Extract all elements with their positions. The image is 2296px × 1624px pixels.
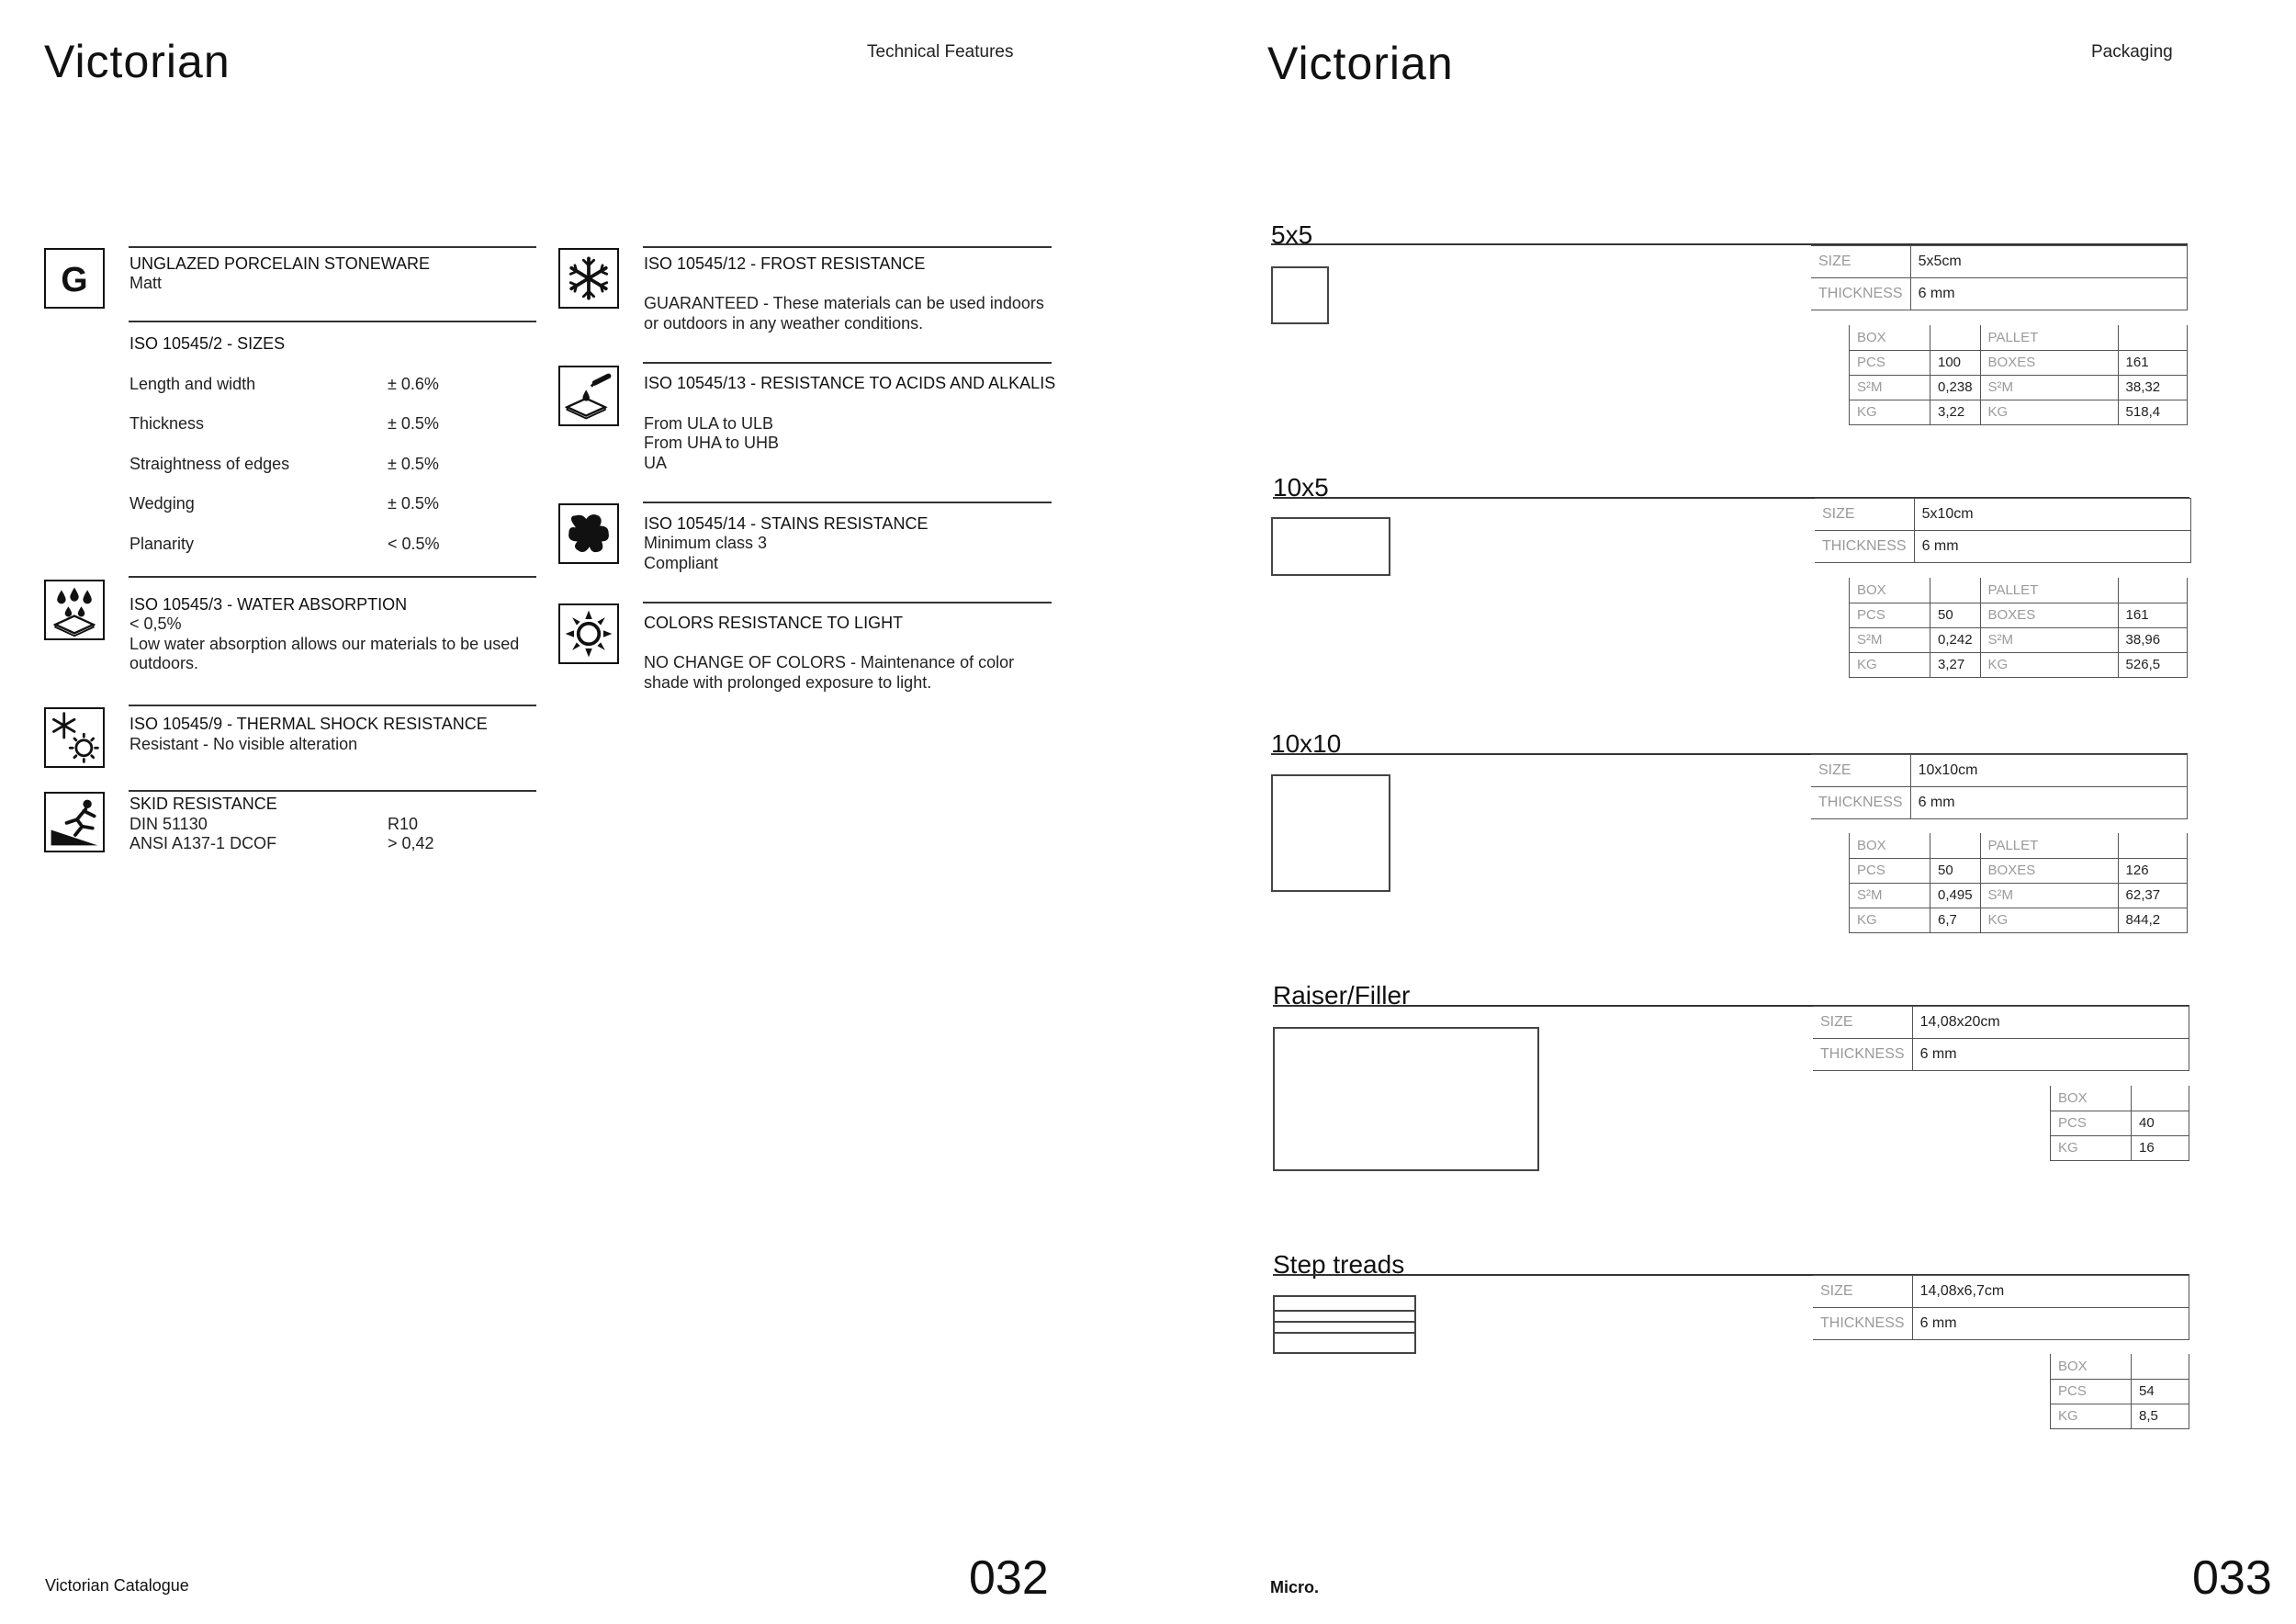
sqm-label: S²M xyxy=(1980,627,2118,652)
pallet-kg: 526,5 xyxy=(2118,652,2187,677)
thickness-value: 6 mm xyxy=(1910,278,2187,310)
size-row-value: ± 0.5% xyxy=(388,455,439,473)
pallet-kg: 844,2 xyxy=(2118,908,2187,932)
tile-swatch xyxy=(1271,266,1329,324)
format-title: 10x5 xyxy=(1273,473,1329,502)
size-row-value: ± 0.5% xyxy=(388,414,439,433)
box-pcs: 54 xyxy=(2132,1379,2189,1404)
skid-row-label: DIN 51130 xyxy=(129,815,208,833)
size-label: SIZE xyxy=(1811,246,1910,278)
feature-title-stains: ISO 10545/14 - STAINS RESISTANCE xyxy=(644,514,929,533)
size-table xyxy=(1813,1275,2189,1340)
format-title: 5x5 xyxy=(1271,220,1313,249)
letter-g-icon xyxy=(44,248,105,309)
box-header: BOX xyxy=(2051,1354,2132,1379)
feature-title-light: COLORS RESISTANCE TO LIGHT xyxy=(644,614,904,632)
footer-catalogue xyxy=(45,1576,189,1596)
tile-swatch xyxy=(1273,1027,1539,1171)
sun-icon xyxy=(558,603,619,664)
feature-text-light: shade with prolonged exposure to light. xyxy=(644,673,932,692)
divider xyxy=(129,576,536,578)
thickness-label: THICKNESS xyxy=(1813,1039,1912,1071)
thickness-value: 6 mm xyxy=(1912,1308,2189,1340)
acid-drop-icon xyxy=(558,366,619,426)
feature-title-water: ISO 10545/3 - WATER ABSORPTION xyxy=(129,595,408,614)
sqm-label: S²M xyxy=(1980,375,2118,400)
pallet-boxes: 161 xyxy=(2118,350,2187,375)
pallet-sqm: 38,96 xyxy=(2118,627,2187,652)
divider xyxy=(129,246,536,248)
feature-title-sizes: ISO 10545/2 - SIZES xyxy=(129,334,286,353)
section-title-technical: Technical Features xyxy=(867,42,1014,62)
size-label: SIZE xyxy=(1813,1276,1912,1308)
footer-micro: Micro. xyxy=(1270,1578,1320,1596)
format-title: Step treads xyxy=(1273,1250,1405,1279)
pallet-sqm: 62,37 xyxy=(2118,883,2187,908)
size-label: SIZE xyxy=(1811,755,1910,787)
thickness-value: 6 mm xyxy=(1910,787,2187,819)
size-table xyxy=(1815,498,2191,563)
size-row-label: Planarity xyxy=(129,535,195,553)
slip-person-icon xyxy=(44,792,105,852)
box-header: BOX xyxy=(2051,1086,2132,1111)
feature-text-light: NO CHANGE OF COLORS - Maintenance of color xyxy=(644,653,1015,671)
kg-label: KG xyxy=(1850,652,1930,677)
box-sqm: 0,238 xyxy=(1930,375,1981,400)
size-value: 5x10cm xyxy=(1914,499,2190,531)
tile-swatch xyxy=(1273,1295,1416,1354)
pcs-label: PCS xyxy=(2051,1379,2132,1404)
thickness-value: 6 mm xyxy=(1912,1039,2189,1071)
feature-text-frost: or outdoors in any weather conditions. xyxy=(644,314,924,333)
packaging-table xyxy=(1849,833,2188,933)
kg-label: KG xyxy=(1980,652,2118,677)
size-row-label: Length and width xyxy=(129,375,256,393)
pcs-label: PCS xyxy=(1850,858,1930,883)
box-header: BOX xyxy=(1850,578,1930,603)
divider xyxy=(643,246,1052,248)
thickness-label: THICKNESS xyxy=(1811,787,1910,819)
size-table xyxy=(1813,1006,2189,1071)
size-value: 5x5cm xyxy=(1910,246,2187,278)
box-pcs: 100 xyxy=(1930,350,1981,375)
boxes-label: BOXES xyxy=(1980,603,2118,627)
divider xyxy=(129,705,536,706)
pallet-boxes: 126 xyxy=(2118,858,2187,883)
box-kg: 16 xyxy=(2132,1135,2189,1160)
packaging-table xyxy=(2050,1086,2189,1161)
sqm-label: S²M xyxy=(1850,627,1930,652)
kg-label: KG xyxy=(1980,400,2118,424)
divider xyxy=(643,362,1052,364)
size-row-value: ± 0.6% xyxy=(388,375,439,393)
kg-label: KG xyxy=(1850,400,1930,424)
pallet-header: PALLET xyxy=(1980,325,2118,350)
box-pcs: 50 xyxy=(1930,603,1981,627)
snowflake-icon xyxy=(558,248,619,309)
pcs-label: PCS xyxy=(1850,350,1930,375)
tread-line xyxy=(1275,1321,1414,1323)
svg-text:G: G xyxy=(61,260,88,299)
box-kg: 8,5 xyxy=(2132,1404,2189,1428)
kg-label: KG xyxy=(1850,908,1930,932)
box-pcs: 40 xyxy=(2132,1111,2189,1135)
brand-title-right: Victorian xyxy=(1267,38,1454,89)
feature-title-skid: SKID RESISTANCE xyxy=(129,795,277,813)
size-row-value: ± 0.5% xyxy=(388,494,439,513)
box-kg: 3,22 xyxy=(1930,400,1981,424)
feature-text-water: < 0,5% xyxy=(129,615,182,633)
page-number-left: 032 xyxy=(969,1551,1049,1605)
pcs-label: PCS xyxy=(2051,1111,2132,1135)
thickness-value: 6 mm xyxy=(1914,531,2190,563)
size-row-label: Straightness of edges xyxy=(129,455,290,473)
format-title: 10x10 xyxy=(1271,729,1342,758)
skid-row-value: > 0,42 xyxy=(388,834,434,852)
size-value: 14,08x20cm xyxy=(1912,1007,2189,1039)
boxes-label: BOXES xyxy=(1980,858,2118,883)
footer-label: Catalogue xyxy=(113,1576,189,1595)
packaging-table xyxy=(2050,1354,2189,1429)
feature-title-material: UNGLAZED PORCELAIN STONEWARE xyxy=(129,254,431,273)
sqm-label: S²M xyxy=(1980,883,2118,908)
size-table xyxy=(1811,754,2188,819)
feature-text-acids: UA xyxy=(644,454,668,472)
feature-text-acids: From UHA to UHB xyxy=(644,434,780,452)
size-row-value: < 0.5% xyxy=(388,535,440,553)
pcs-label: PCS xyxy=(1850,603,1930,627)
stain-blob-icon xyxy=(558,503,619,564)
pallet-kg: 518,4 xyxy=(2118,400,2187,424)
tread-line xyxy=(1275,1332,1414,1334)
size-label: SIZE xyxy=(1813,1007,1912,1039)
tread-line xyxy=(1275,1310,1414,1312)
divider xyxy=(643,502,1052,503)
size-value: 14,08x6,7cm xyxy=(1912,1276,2189,1308)
kg-label: KG xyxy=(2051,1135,2132,1160)
format-title: Raiser/Filler xyxy=(1273,981,1411,1009)
divider xyxy=(129,790,536,792)
pallet-boxes: 161 xyxy=(2118,603,2187,627)
feature-title-acids: ISO 10545/13 - RESISTANCE TO ACIDS AND ALKALIS xyxy=(644,374,1056,392)
thickness-label: THICKNESS xyxy=(1813,1308,1912,1340)
divider xyxy=(643,602,1052,603)
box-header: BOX xyxy=(1850,325,1930,350)
feature-title-thermal: ISO 10545/9 - THERMAL SHOCK RESISTANCE xyxy=(129,715,488,733)
box-kg: 3,27 xyxy=(1930,652,1981,677)
skid-row-label: ANSI A137-1 DCOF xyxy=(129,834,277,852)
section-title-packaging: Packaging xyxy=(2091,42,2173,62)
feature-text-thermal: Resistant - No visible alteration xyxy=(129,735,358,753)
brand-title-left: Victorian xyxy=(44,36,231,87)
size-table xyxy=(1811,245,2188,310)
thickness-label: THICKNESS xyxy=(1815,531,1914,563)
size-label: SIZE xyxy=(1815,499,1914,531)
tile-swatch xyxy=(1271,774,1390,892)
kg-label: KG xyxy=(1980,908,2118,932)
sqm-label: S²M xyxy=(1850,375,1930,400)
skid-row-value: R10 xyxy=(388,815,419,833)
feature-text-frost: GUARANTEED - These materials can be used indoors xyxy=(644,294,1044,312)
pallet-header: PALLET xyxy=(1980,578,2118,603)
feature-text-acids: From ULA to ULB xyxy=(644,414,774,433)
size-row-label: Thickness xyxy=(129,414,205,433)
feature-text-water: outdoors. xyxy=(129,654,199,672)
feature-text-material: Matt xyxy=(129,274,163,292)
thickness-label: THICKNESS xyxy=(1811,278,1910,310)
feature-text-stains: Minimum class 3 xyxy=(644,534,768,552)
kg-label: KG xyxy=(2051,1404,2132,1428)
tile-swatch xyxy=(1271,517,1390,576)
pallet-header: PALLET xyxy=(1980,833,2118,858)
sqm-label: S²M xyxy=(1850,883,1930,908)
packaging-table xyxy=(1849,325,2188,425)
box-kg: 6,7 xyxy=(1930,908,1981,932)
page-number-right: 033 xyxy=(2192,1551,2272,1605)
divider xyxy=(129,321,536,322)
box-header: BOX xyxy=(1850,833,1930,858)
feature-text-water: Low water absorption allows our materials to be used xyxy=(129,635,520,653)
feature-text-stains: Compliant xyxy=(644,554,719,572)
footer-brand: Victorian xyxy=(45,1576,109,1595)
feature-title-frost: ISO 10545/12 - FROST RESISTANCE xyxy=(644,254,926,273)
snowflake-sun-icon xyxy=(44,707,105,768)
size-row-label: Wedging xyxy=(129,494,195,513)
box-sqm: 0,495 xyxy=(1930,883,1981,908)
box-pcs: 50 xyxy=(1930,858,1981,883)
boxes-label: BOXES xyxy=(1980,350,2118,375)
packaging-table xyxy=(1849,578,2188,678)
water-drops-icon xyxy=(44,580,105,640)
pallet-sqm: 38,32 xyxy=(2118,375,2187,400)
size-value: 10x10cm xyxy=(1910,755,2187,787)
box-sqm: 0,242 xyxy=(1930,627,1981,652)
